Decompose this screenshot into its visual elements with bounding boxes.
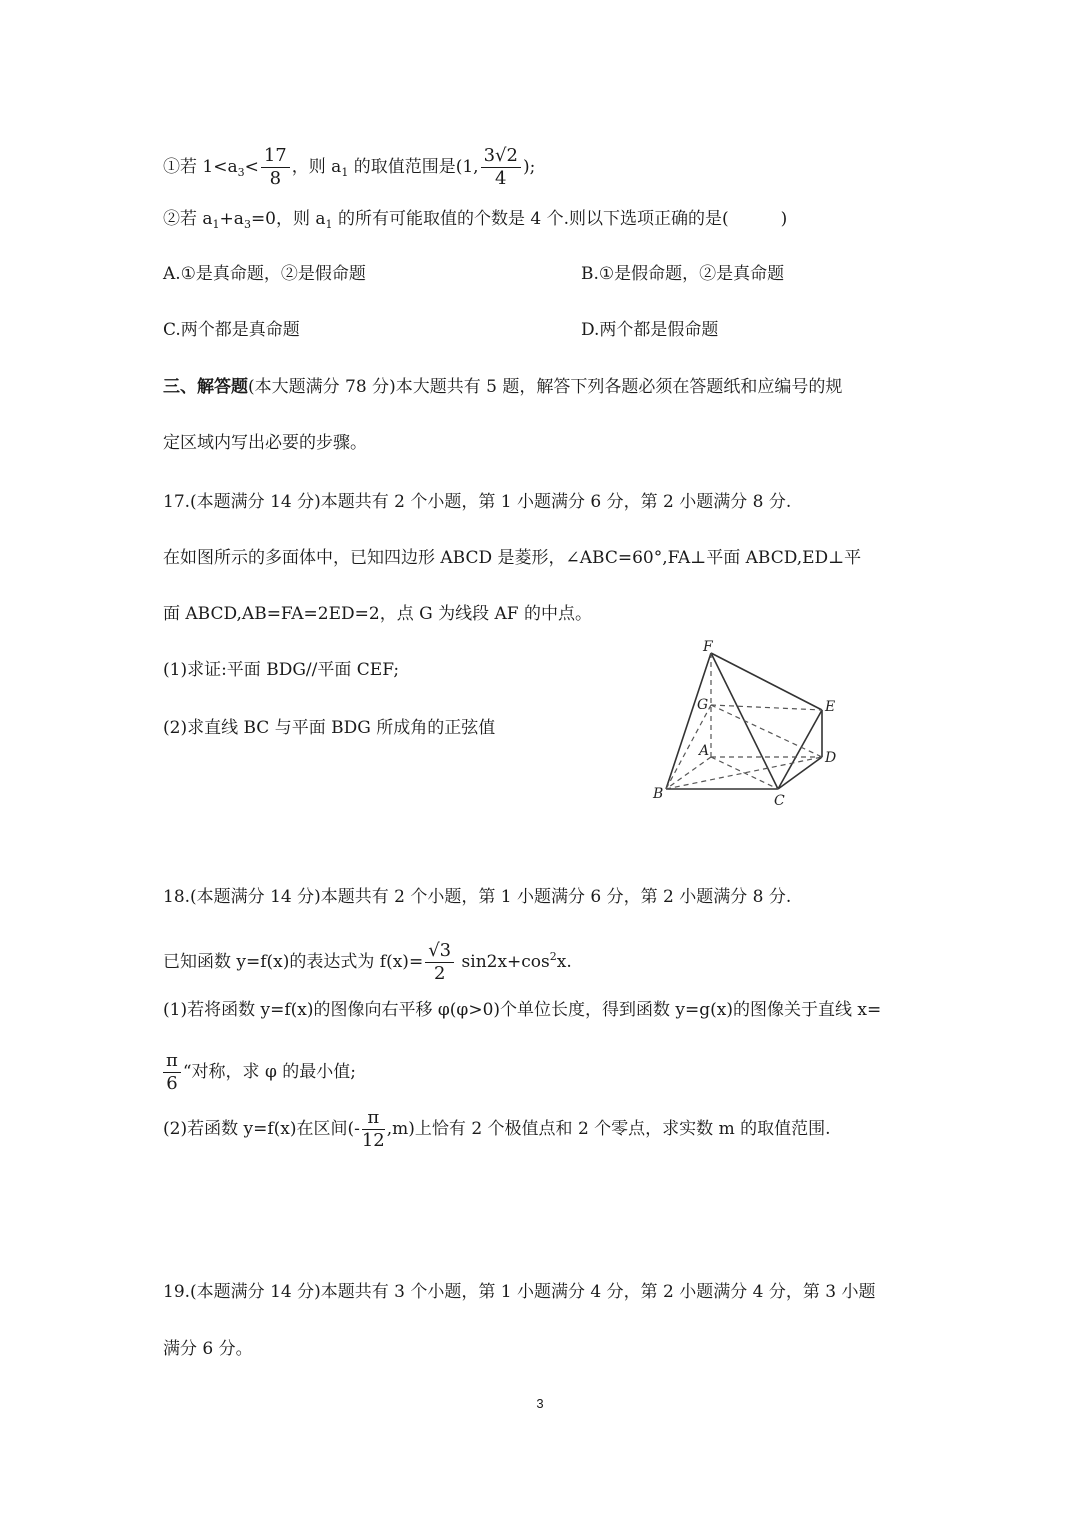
q17-part-2: (2)求直线 BC 与平面 BDG 所成角的正弦值 (163, 718, 496, 738)
q17-text-1: 在如图所示的多面体中，已知四边形 ABCD 是菱形，∠ABC=60°,FA⊥平面 ABCD,ED⊥平 (163, 548, 862, 568)
label-c: C (774, 793, 785, 809)
label-a: A (699, 743, 710, 759)
statement-1: ①若 $1<a_3<$ $\frac{17}{8}$ ，则 $a_1$ 的取值范围是(1, $\frac{3√2}{4}$ ); (163, 145, 536, 189)
fraction-pi-12: $\frac{\pi}{12}$ (361, 1107, 385, 1151)
section-3-heading: 三、解答题(本大题满分 78 分)本大题共有 5 题，解答下列各题必须在答题纸和应编号的规 (163, 377, 843, 397)
q18-part-1a: (1)若将函数 y=f(x)的图像向右平移 φ(φ>0)个单位长度，得到函数 y=g(x)的图像关于直线 x= (163, 1000, 882, 1020)
option-a: A.①是真命题，②是假命题 (163, 264, 366, 284)
fraction-pi-6: $\frac{\pi}{6}$ (163, 1051, 181, 1094)
q18-definition: 已知函数 y=f(x)的表达式为 f(x)= $\frac{√3}{2}$ $\sin 2x+\cos^2x$. (163, 940, 572, 984)
label-b: B (653, 786, 664, 802)
q19-header: 19.(本题满分 14 分)本题共有 3 个小题，第 1 小题满分 4 分，第 2 小题满分 4 分，第 3 小题 (163, 1282, 876, 1302)
label-d: D (825, 750, 837, 766)
q17-header: 17.(本题满分 14 分)本题共有 2 个小题，第 1 小题满分 6 分，第 2 小题满分 8 分. (163, 492, 792, 512)
q18-part-2: (2)若函数 y=f(x)在区间(- $\frac{\pi}{12}$ ,m)上恰有 2 个极值点和 2 个零点，求实数 m 的取值范围. (163, 1107, 831, 1151)
q17-part-1: (1)求证:平面 BDG//平面 CEF; (163, 660, 400, 680)
polyhedron-figure (645, 635, 855, 815)
statement-1-text: ①若 1<a (163, 157, 238, 177)
label-e: E (825, 699, 836, 715)
section-3-line2: 定区域内写出必要的步骤。 (163, 433, 367, 453)
q17-text-2: 面 ABCD,AB=FA=2ED=2，点 G 为线段 AF 的中点。 (163, 604, 592, 624)
option-d: D.两个都是假命题 (581, 320, 719, 340)
label-f: F (703, 639, 713, 655)
option-c: C.两个都是真命题 (163, 320, 300, 340)
fraction-17-8: $\frac{17}{8}$ (261, 146, 290, 189)
option-b: B.①是假命题，②是真命题 (581, 264, 785, 284)
q18-header: 18.(本题满分 14 分)本题共有 2 个小题，第 1 小题满分 6 分，第 2 小题满分 8 分. (163, 887, 792, 907)
label-g: G (697, 697, 709, 713)
statement-2: ②若 $a_1+a_3=0$，则 $a_1$ 的所有可能取值的个数是 4 个.则以下选项正确的是( ) (163, 209, 788, 231)
section-title: 三、解答题 (163, 377, 248, 397)
q19-header-line2: 满分 6 分。 (163, 1339, 253, 1359)
q18-part-1b: $\frac{\pi}{6}$ “对称，求 φ 的最小值; (163, 1051, 356, 1094)
fraction-3sqrt2-4: $\frac{3√2}{4}$ (481, 146, 521, 189)
page-number: 3 (536, 1396, 544, 1411)
fraction-sqrt3-2: $\frac{√3}{2}$ (425, 941, 454, 984)
